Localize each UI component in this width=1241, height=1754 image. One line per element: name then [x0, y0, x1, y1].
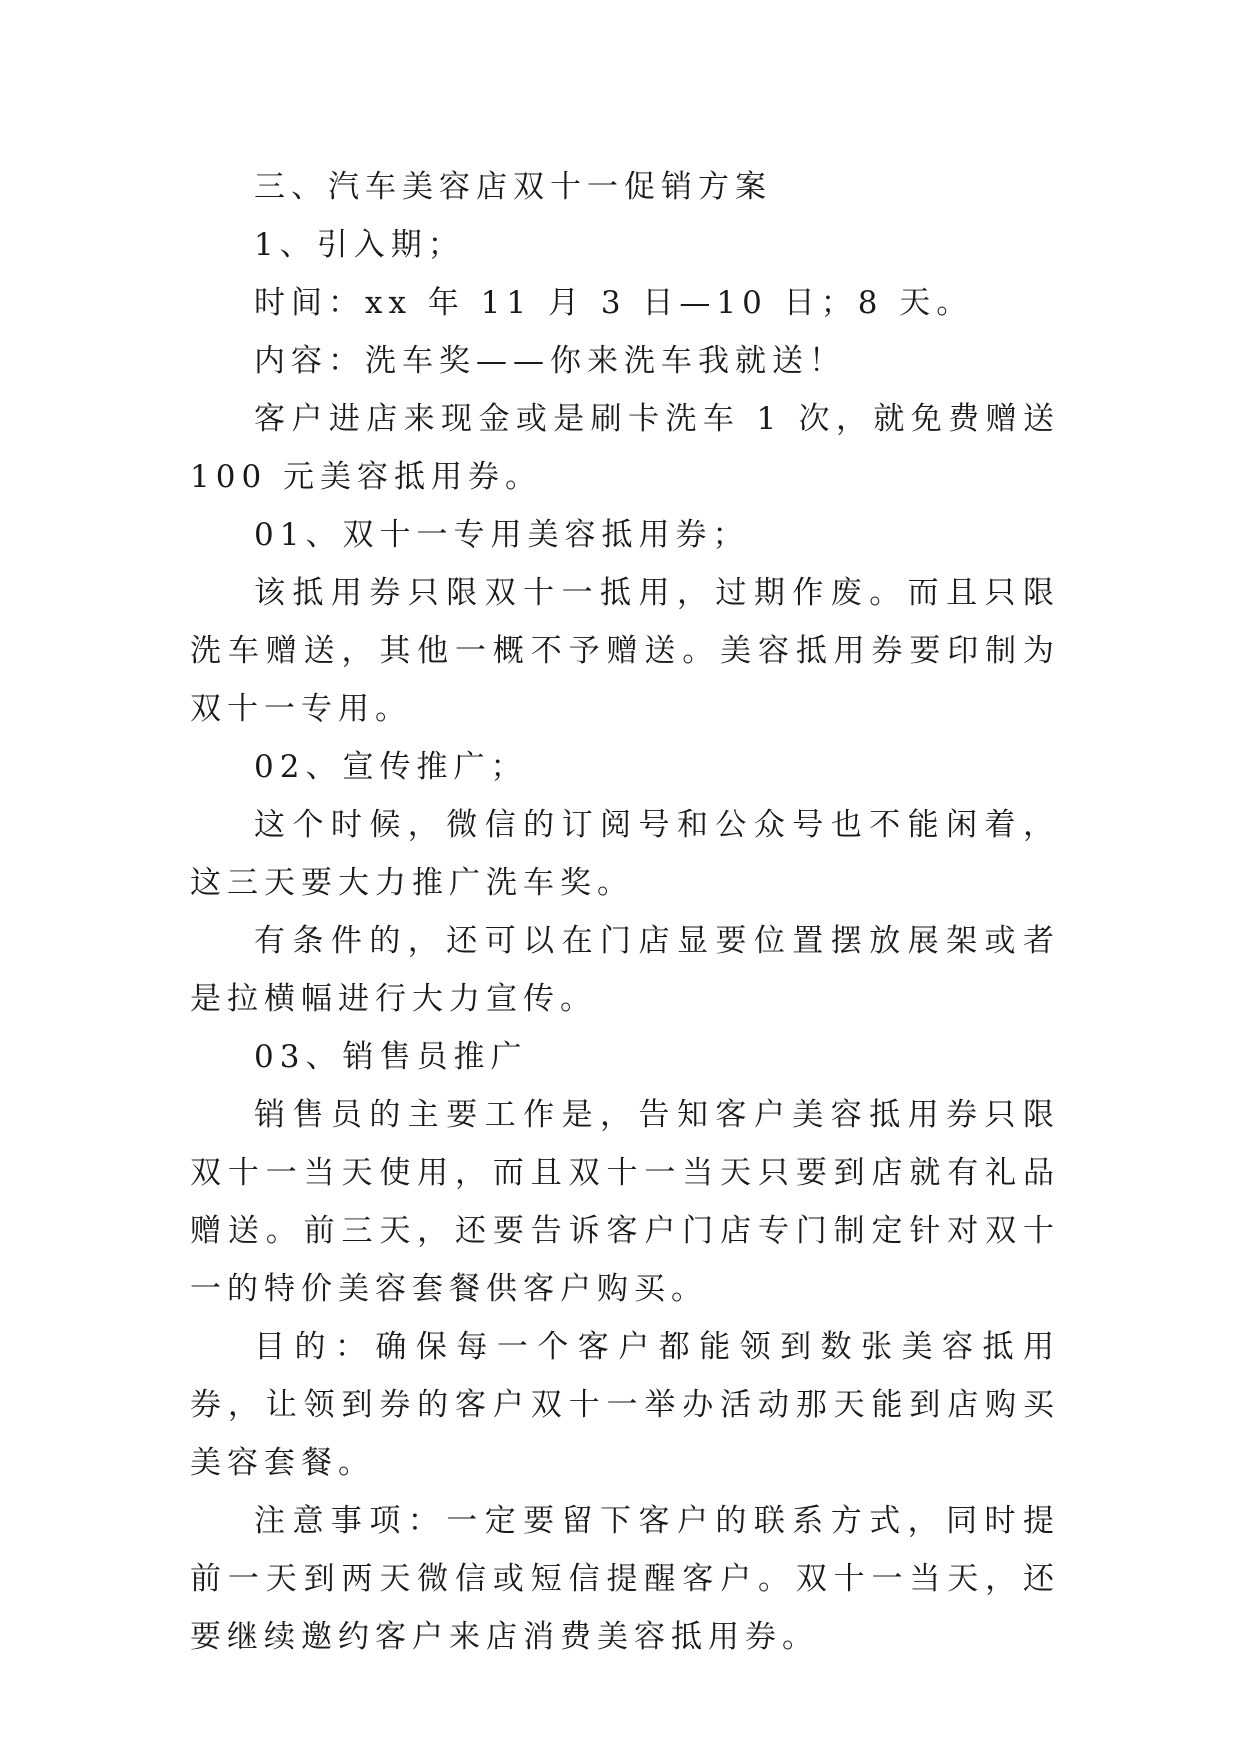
paragraph-content: 内容：洗车奖——你来洗车我就送！ [254, 343, 846, 379]
document-body [190, 158, 1060, 1666]
item-heading: 03、销售员推广 [254, 1039, 528, 1075]
subsection-heading: 1、引入期； [254, 227, 465, 263]
paragraph-time: 时间：xx 年 11 月 3 日—10 日；8 天。 [254, 285, 974, 321]
paragraph: 有条件的，还可以在门店显要位置摆放展架或者是拉横幅进行大力宣传。 [190, 923, 1060, 1017]
paragraph-notes: 注意事项：一定要留下客户的联系方式，同时提前一天到两天微信或短信提醒客户。双十一当天，还要继续邀约客户来店消费美容抵用券。 [190, 1503, 1060, 1655]
paragraph: 该抵用券只限双十一抵用，过期作废。而且只限洗车赠送，其他一概不予赠送。美容抵用券要印制为双十一专用。 [190, 575, 1060, 727]
item-heading: 01、双十一专用美容抵用券； [254, 517, 750, 553]
paragraph: 销售员的主要工作是，告知客户美容抵用券只限双十一当天使用，而且双十一当天只要到店就有礼品赠送。前三天，还要告诉客户门店专门制定针对双十一的特价美容套餐供客户购买。 [190, 1097, 1060, 1307]
paragraph: 客户进店来现金或是刷卡洗车 1 次，就免费赠送 100 元美容抵用券。 [190, 401, 1060, 495]
paragraph-goal: 目的：确保每一个客户都能领到数张美容抵用券，让领到券的客户双十一举办活动那天能到店购买美容套餐。 [190, 1329, 1060, 1481]
section-heading: 三、汽车美容店双十一促销方案 [254, 169, 772, 205]
item-heading: 02、宣传推广； [254, 749, 528, 785]
paragraph: 这个时候，微信的订阅号和公众号也不能闲着，这三天要大力推广洗车奖。 [190, 807, 1060, 901]
